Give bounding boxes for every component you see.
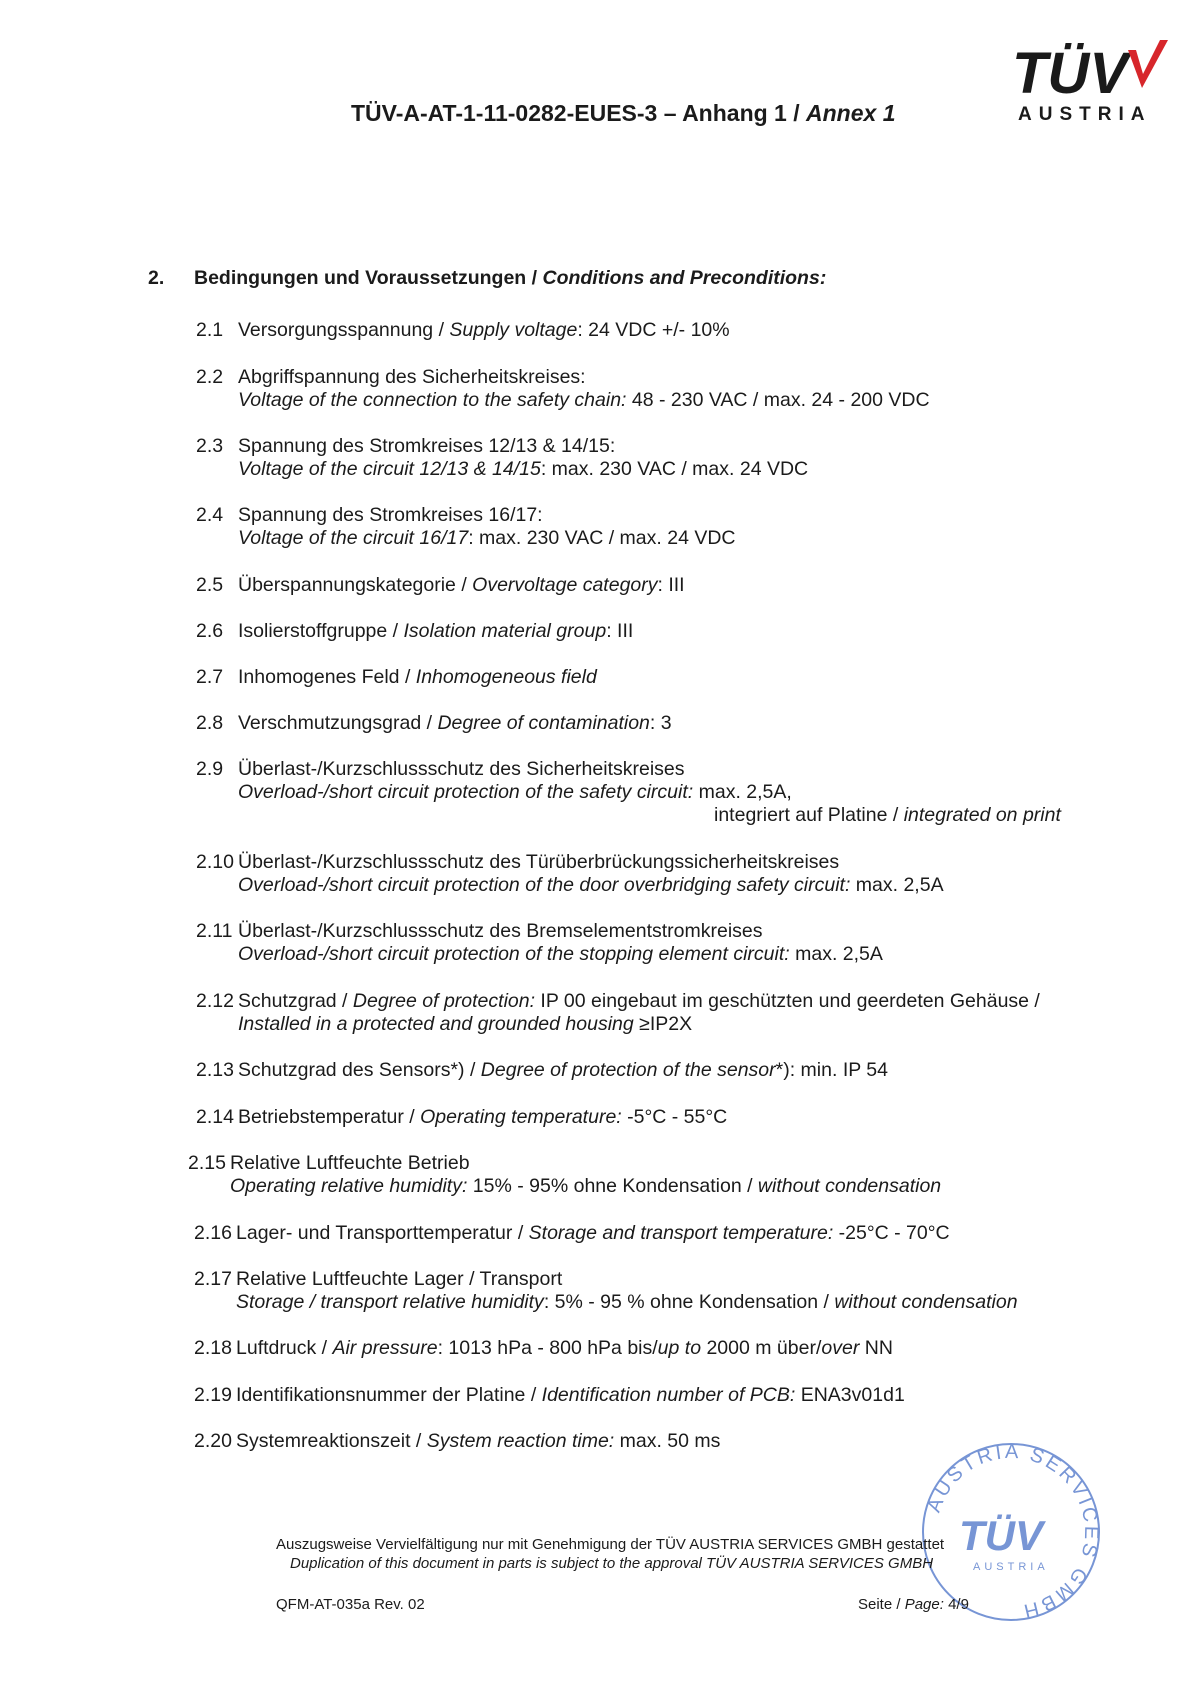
- page-number: Seite / Page: 4/9: [858, 1596, 969, 1613]
- annex-de: Anhang 1: [682, 100, 787, 126]
- footer-notice-de: Auszugsweise Vervielfältigung nur mit Genehmigung der TÜV AUSTRIA SERVICES GMBH gestattet: [276, 1536, 945, 1553]
- section-title-de: Bedingungen und Voraussetzungen /: [194, 267, 538, 289]
- form-code: QFM-AT-035a Rev. 02: [276, 1596, 425, 1613]
- logo-check-mark: [1128, 40, 1168, 88]
- footer-notice-en: Duplication of this document in parts is subject to the approval TÜV AUSTRIA SERVICES GMBH: [290, 1555, 934, 1572]
- stamp-ring-text: AUSTRIA SERVICES GMBH: [922, 1440, 1103, 1623]
- section-number: 2.: [148, 267, 165, 289]
- doc-id: TÜV-A-AT-1-11-0282-EUES-3: [351, 100, 658, 126]
- document-title: TÜV-A-AT-1-11-0282-EUES-3 – Anhang 1 / Annex 1: [351, 100, 896, 126]
- section-title-en: Conditions and Preconditions:: [542, 267, 827, 289]
- stamp-center: TÜV: [959, 1512, 1043, 1559]
- annex-en: Annex 1: [806, 100, 896, 126]
- section-heading: [148, 267, 826, 290]
- logo-word: TÜV: [1012, 41, 1128, 106]
- logo-sub: AUSTRIA: [1018, 104, 1152, 125]
- tuv-austria-logo: [1010, 38, 1170, 128]
- stamp-sub: AUSTRIA: [973, 1561, 1049, 1573]
